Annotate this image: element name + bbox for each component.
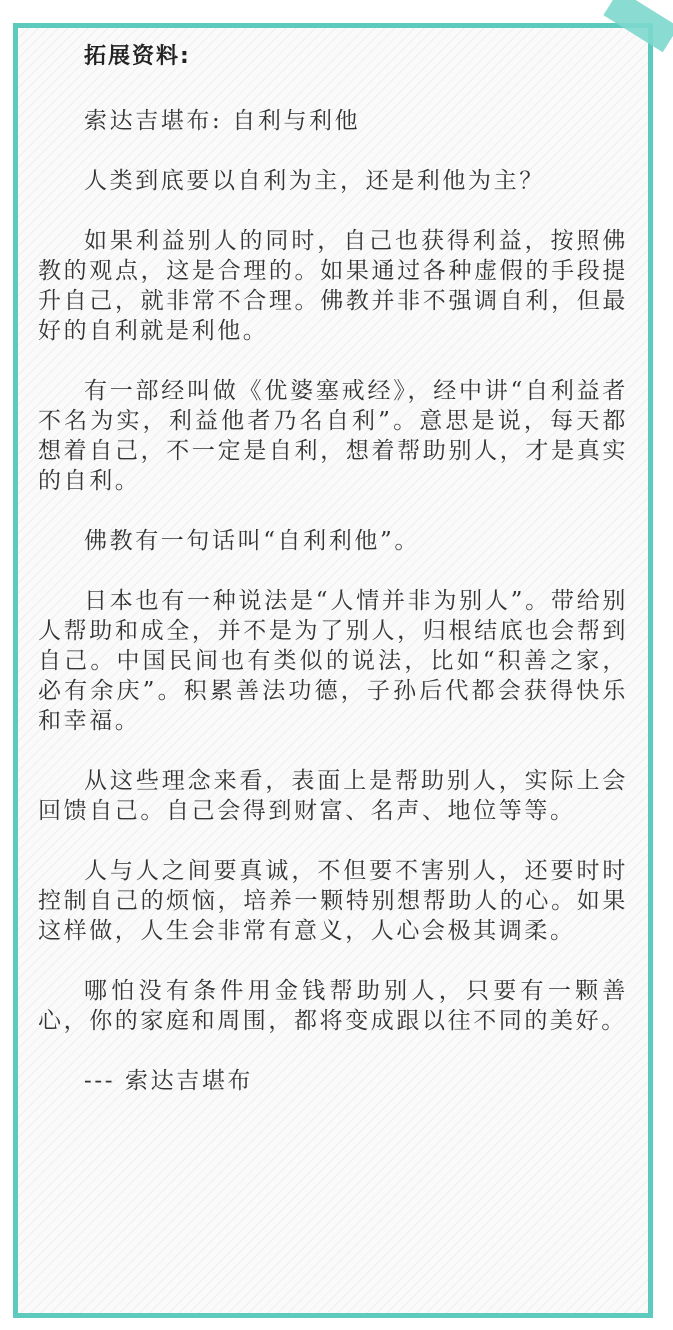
section-heading: 拓展资料:	[84, 44, 191, 69]
paragraph: 佛教有一句话叫“自利利他”。	[84, 528, 420, 554]
article-subtitle: 索达吉堪布: 自利与利他	[84, 108, 361, 134]
paragraph: 日本也有一种说法是“人情并非为别人”。带给别人帮助和成全，并不是为了别人，归根结底也会帮到自己。中国民间也有类似的说法，比如“积善之家，必有余庆”。积累善法功德，子孙后代都会获得快乐和幸福。	[38, 588, 628, 734]
paragraph: 如果利益别人的同时，自己也获得利益，按照佛教的观点，这是合理的。如果通过各种虚假的手段提升自己，就非常不合理。佛教并非不强调自利，但最好的自利就是利他。	[38, 228, 628, 344]
paragraph: 人与人之间要真诚，不但要不害别人，还要时时控制自己的烦恼，培养一颗特别想帮助人的心。如果这样做，人生会非常有意义，人心会极其调柔。	[38, 858, 628, 944]
paragraph: 哪怕没有条件用金钱帮助别人，只要有一颗善心，你的家庭和周围，都将变成跟以往不同的美好。	[38, 978, 628, 1034]
paragraph: 从这些理念来看，表面上是帮助别人，实际上会回馈自己。自己会得到财富、名声、地位等等。	[38, 768, 628, 824]
article-content	[38, 42, 628, 1096]
paragraph: 人类到底要以自利为主，还是利他为主？	[84, 168, 545, 194]
signature: --- 索达吉堪布	[84, 1068, 254, 1094]
paragraph: 有一部经叫做《优婆塞戒经》，经中讲“自利益者不名为实，利益他者乃名自利”。意思是说，每天都想着自己，不一定是自利，想着帮助别人，才是真实的自利。	[38, 378, 628, 494]
